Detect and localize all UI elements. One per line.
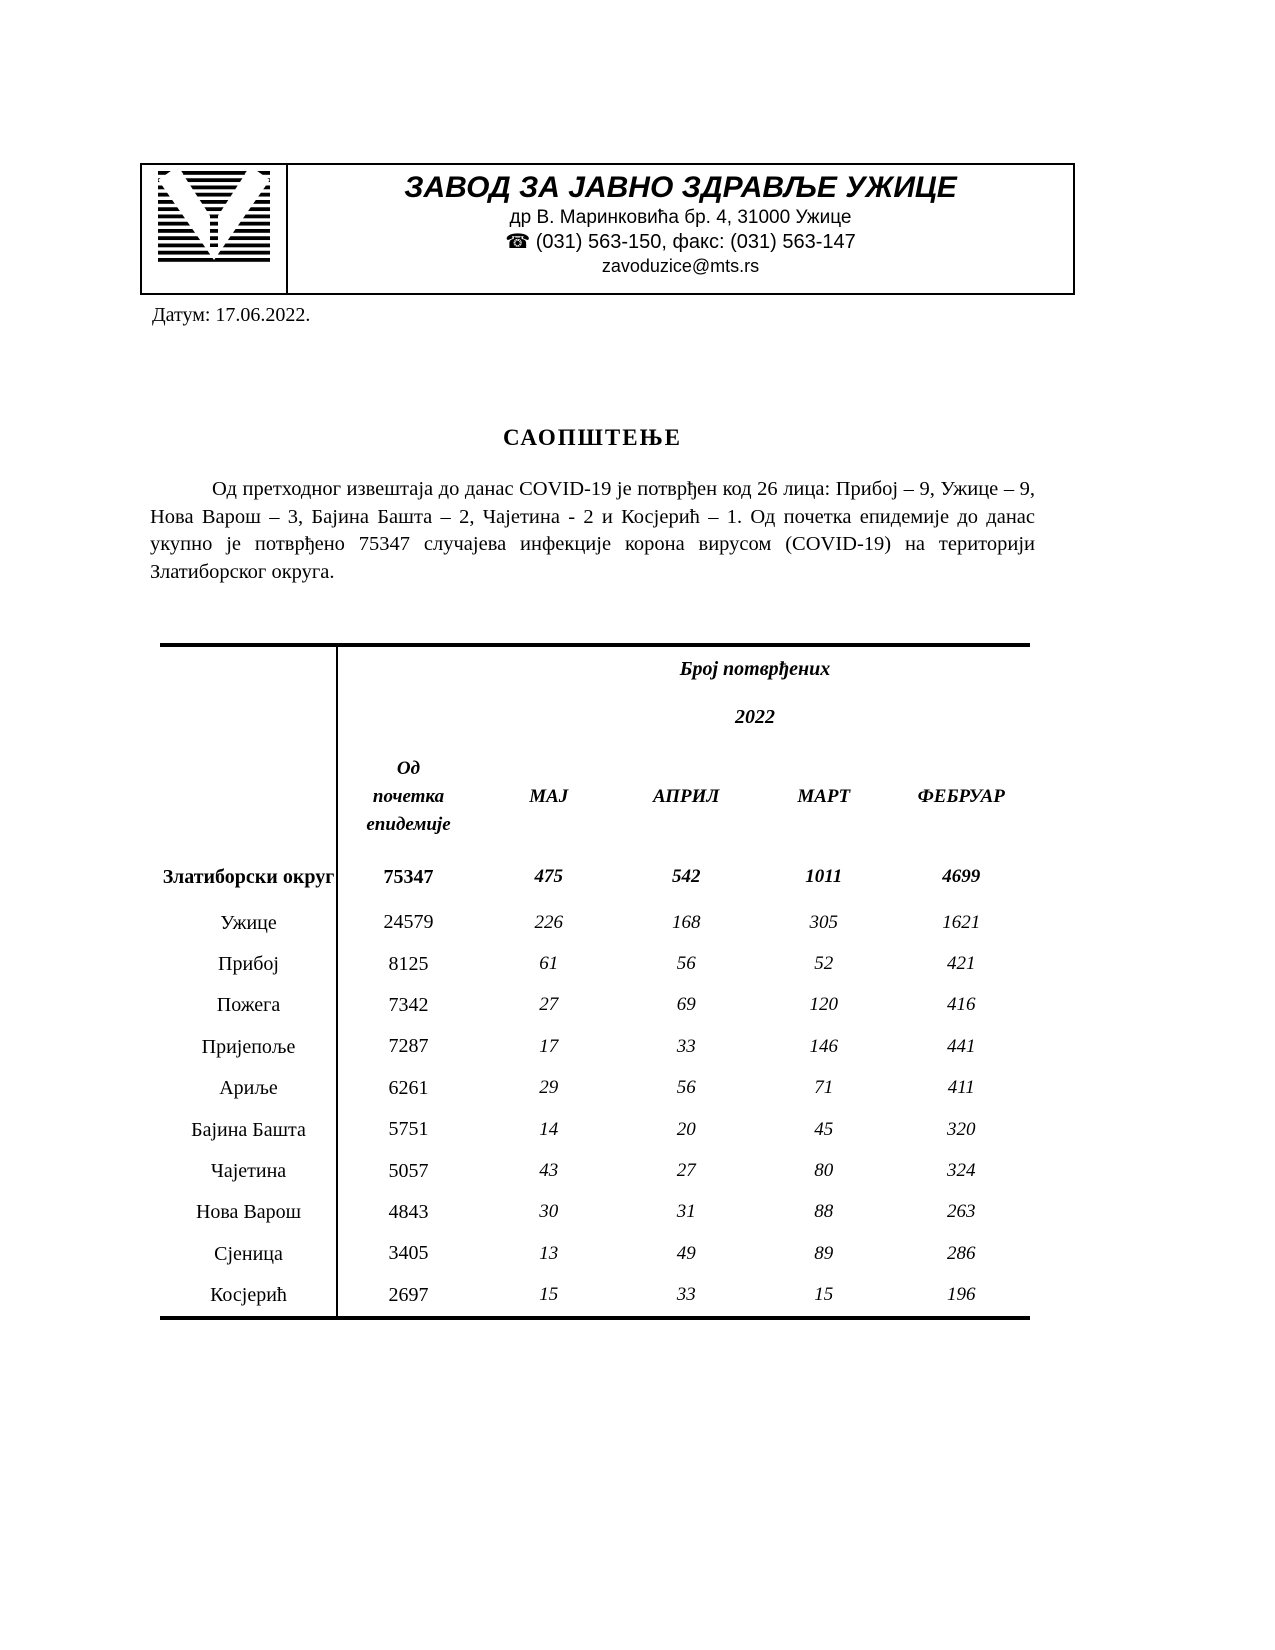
region-cell: Прибој (218, 953, 279, 976)
col-header-epidemic-start: Од почетка епидемије (366, 758, 451, 835)
phone-number: (031) 563-150, факс: (031) 563-147 (535, 231, 856, 253)
value-cell: 1011 (805, 866, 843, 887)
body-paragraph: Од претходног извештаја до данас COVID-19 је потврђен код 26 лица: Прибој – 9, Ужице – 9, Нова Варош – 3, Бајина Башта – 2, Чајетина - 2 и Косјерић – 1. Од почетка епидемије до данас укупно је потврђено 75347 случајева инфекције корона вирусом (COVID-19) на територији Златиборског округа. (150, 478, 1035, 583)
value-cell: 75347 (383, 865, 434, 888)
region-cell: Косјерић (210, 1284, 287, 1307)
value-cell: 56 (676, 1077, 696, 1099)
value-cell: 88 (814, 1201, 834, 1223)
value-cell: 3405 (388, 1242, 429, 1265)
value-cell: 542 (672, 866, 701, 887)
value-cell: 43 (539, 1160, 559, 1182)
value-cell: 89 (814, 1242, 834, 1264)
value-cell: 69 (676, 994, 696, 1016)
table-row (160, 1150, 1030, 1191)
region-cell: Сјеница (214, 1242, 283, 1265)
value-cell: 475 (534, 866, 563, 887)
table-group-header-row (160, 647, 1030, 692)
value-cell: 27 (539, 994, 559, 1016)
value-cell: 7287 (388, 1035, 429, 1058)
table-row (160, 902, 1030, 943)
region-cell: Ариље (219, 1077, 278, 1100)
value-cell: 52 (814, 953, 834, 975)
value-cell: 4699 (942, 866, 981, 887)
value-cell: 324 (947, 1160, 976, 1182)
value-cell: 15 (814, 1284, 834, 1306)
value-cell: 411 (947, 1077, 975, 1099)
value-cell: 29 (539, 1077, 559, 1099)
value-cell: 17 (539, 1035, 559, 1057)
col-header-may: МАЈ (529, 786, 569, 807)
value-cell: 441 (947, 1035, 976, 1057)
table-row (160, 1275, 1030, 1316)
value-cell: 226 (534, 911, 563, 933)
table-row (160, 1068, 1030, 1109)
year-header: 2022 (735, 705, 775, 728)
value-cell: 15 (539, 1284, 559, 1306)
date-line: Датум: 17.06.2022. (152, 304, 311, 326)
value-cell: 49 (676, 1242, 696, 1264)
covid-table (160, 643, 1030, 1320)
value-cell: 20 (676, 1118, 696, 1140)
letterhead (140, 163, 1075, 295)
value-cell: 263 (947, 1201, 976, 1223)
value-cell: 13 (539, 1242, 559, 1264)
value-cell: 33 (676, 1284, 696, 1306)
value-cell: 120 (809, 994, 838, 1016)
table-row (160, 985, 1030, 1026)
value-cell: 305 (809, 911, 838, 933)
region-cell: Бајина Башта (191, 1118, 306, 1141)
region-cell: Ужице (220, 911, 277, 934)
value-cell: 24579 (383, 911, 434, 934)
value-cell: 4843 (388, 1200, 429, 1223)
value-cell: 5751 (388, 1118, 429, 1141)
value-cell: 33 (676, 1035, 696, 1057)
value-cell: 421 (947, 953, 976, 975)
value-cell: 286 (947, 1242, 976, 1264)
region-cell: Чајетина (210, 1160, 287, 1183)
value-cell: 1621 (942, 911, 981, 933)
value-cell: 320 (947, 1118, 976, 1140)
logo-cell (142, 165, 288, 293)
value-cell: 5057 (388, 1159, 429, 1182)
table-row-total (160, 852, 1030, 902)
value-cell: 146 (809, 1035, 838, 1057)
table-column-header-row (160, 742, 1030, 852)
table-column-divider (336, 647, 338, 1316)
table-year-row (160, 692, 1030, 742)
value-cell: 80 (814, 1160, 834, 1182)
table-row (160, 1233, 1030, 1274)
letterhead-text (288, 165, 1073, 293)
value-cell: 71 (814, 1077, 834, 1099)
value-cell: 56 (676, 953, 696, 975)
value-cell: 2697 (388, 1283, 429, 1306)
org-email: zavoduzice@mts.rs (601, 256, 760, 276)
value-cell: 31 (676, 1201, 696, 1223)
value-cell: 7342 (388, 993, 429, 1016)
value-cell: 61 (539, 953, 559, 975)
group-header: Број потврђених (679, 658, 831, 680)
table-row (160, 1192, 1030, 1233)
table-row (160, 1026, 1030, 1067)
institute-logo-icon (158, 171, 270, 265)
value-cell: 14 (539, 1118, 559, 1140)
value-cell: 45 (814, 1118, 834, 1140)
region-cell: Нова Варош (195, 1201, 302, 1224)
region-cell: Пријепоље (201, 1035, 296, 1058)
col-header-february: ФЕБРУАР (917, 786, 1005, 807)
value-cell: 27 (676, 1160, 696, 1182)
value-cell: 8125 (388, 952, 429, 975)
col-header-april: АПРИЛ (653, 786, 720, 807)
value-cell: 30 (539, 1201, 559, 1223)
table-row (160, 943, 1030, 984)
col-header-march: МАРТ (797, 786, 851, 807)
region-cell: Пожега (216, 994, 281, 1017)
value-cell: 196 (947, 1284, 976, 1306)
org-address: др В. Маринковића бр. 4, 31000 Ужице (509, 207, 852, 228)
org-phone (288, 230, 1073, 255)
table-row (160, 1109, 1030, 1150)
org-name: ЗАВОД ЗА ЈАВНО ЗДРАВЉЕ УЖИЦЕ (404, 171, 957, 204)
value-cell: 6261 (388, 1076, 429, 1099)
phone-icon: ☎ (505, 231, 531, 253)
value-cell: 416 (947, 994, 976, 1016)
region-cell: Златиборски округ (162, 866, 335, 888)
doc-title: САОПШТЕЊЕ (502, 425, 683, 450)
value-cell: 168 (672, 911, 701, 933)
